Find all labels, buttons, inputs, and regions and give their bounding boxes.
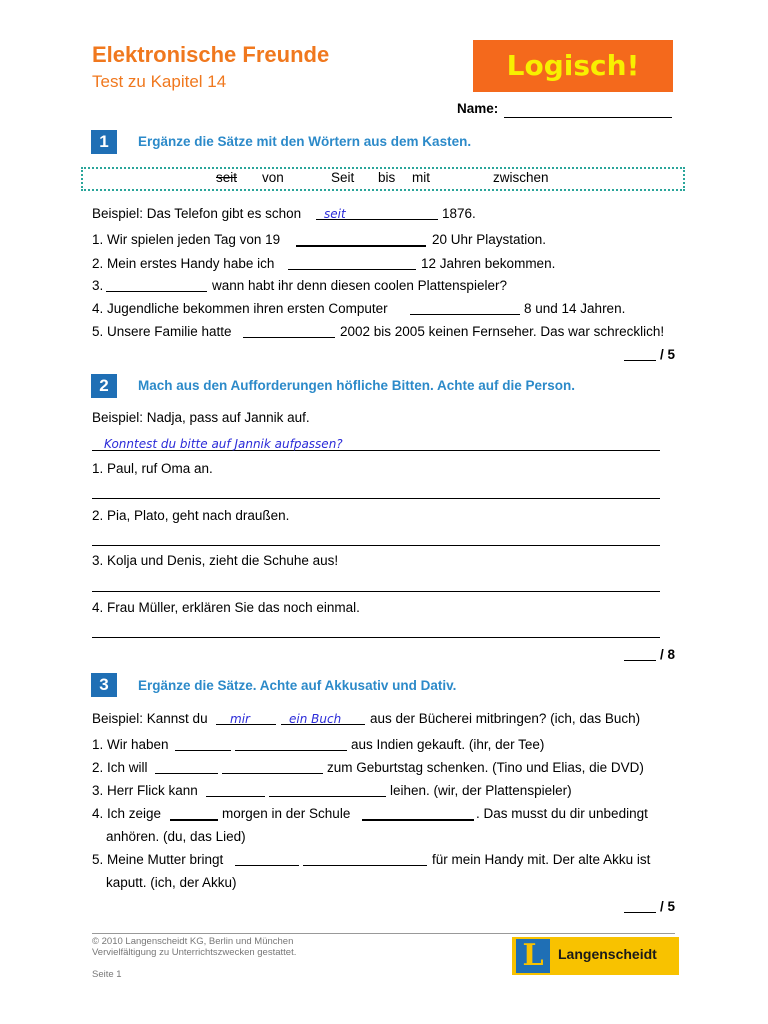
s2-example-answer: Konntest du bitte auf Jannik aufpassen? bbox=[104, 437, 343, 451]
s3-example-suffix: aus der Bücherei mitbringen? (ich, das Buch) bbox=[370, 711, 641, 726]
s2-item4: 4. Frau Müller, erklären Sie das noch einmal. bbox=[92, 600, 360, 615]
s1-item3-blank[interactable] bbox=[106, 291, 207, 292]
s2-item4-line[interactable] bbox=[92, 637, 660, 638]
s3-item4-blank1[interactable] bbox=[170, 819, 218, 821]
s1-item2-a: 2. Mein erstes Handy habe ich bbox=[92, 256, 275, 271]
footer-divider bbox=[92, 933, 675, 934]
s3-item3-a: 3. Herr Flick kann bbox=[92, 783, 198, 798]
s3-item1-blank1[interactable] bbox=[175, 750, 231, 751]
s1-item2-b: 12 Jahren bekommen. bbox=[421, 256, 556, 271]
s3-item1-b: aus Indien gekauft. (ihr, der Tee) bbox=[351, 737, 545, 752]
word-von: von bbox=[262, 170, 284, 185]
s3-example-prefix: Beispiel: Kannst du bbox=[92, 711, 208, 726]
s3-item4-c: . Das musst du dir unbedingt bbox=[476, 806, 648, 821]
logisch-logo bbox=[473, 40, 673, 92]
word-zwischen: zwischen bbox=[493, 170, 549, 185]
s3-score: / 5 bbox=[660, 899, 676, 914]
s3-item5-blank1[interactable] bbox=[235, 865, 299, 866]
example-1-answer: seit bbox=[324, 207, 346, 221]
s2-item1: 1. Paul, ruf Oma an. bbox=[92, 461, 213, 476]
example-1-suffix: 1876. bbox=[442, 206, 476, 221]
langenscheidt-logo bbox=[512, 937, 679, 975]
s2-item3: 3. Kolja und Denis, zieht die Schuhe aus! bbox=[92, 553, 339, 568]
publisher-name: Langenscheidt bbox=[558, 946, 657, 962]
page-title: Elektronische Freunde bbox=[92, 42, 330, 67]
s2-score: / 8 bbox=[660, 647, 676, 662]
name-label: Name: bbox=[457, 101, 499, 116]
s3-item5-b: für mein Handy mit. Der alte Akku ist bbox=[432, 852, 651, 867]
s3-item5-a: 5. Meine Mutter bringt bbox=[92, 852, 224, 867]
s1-item3-b: wann habt ihr denn diesen coolen Plattenspieler? bbox=[212, 278, 507, 293]
s1-item2-blank[interactable] bbox=[288, 269, 416, 270]
s2-item2: 2. Pia, Plato, geht nach draußen. bbox=[92, 508, 290, 523]
s2-score-blank[interactable] bbox=[624, 660, 656, 661]
footer-rights: Vervielfältigung zu Unterrichtszwecken gestattet. bbox=[92, 947, 297, 958]
section-number-2: 2 bbox=[91, 374, 117, 398]
s1-item5-blank[interactable] bbox=[243, 337, 335, 338]
word-seit-struck: seit bbox=[216, 170, 238, 185]
s3-example-answer2: ein Buch bbox=[289, 712, 342, 726]
s2-item1-line[interactable] bbox=[92, 498, 660, 499]
logo-text: Logisch! bbox=[506, 49, 640, 82]
section-number-1: 1 bbox=[91, 130, 117, 154]
example-1-prefix: Beispiel: Das Telefon gibt es schon bbox=[92, 206, 302, 221]
s3-item2-a: 2. Ich will bbox=[92, 760, 148, 775]
s3-item4-blank2[interactable] bbox=[362, 819, 474, 821]
s1-item5-a: 5. Unsere Familie hatte bbox=[92, 324, 232, 339]
s1-score: / 5 bbox=[660, 347, 676, 362]
s1-item1-blank[interactable] bbox=[296, 245, 426, 247]
section-title-3: Ergänze die Sätze. Achte auf Akkusativ und Dativ. bbox=[138, 678, 457, 693]
name-field[interactable] bbox=[504, 117, 672, 118]
s3-example-answer1: mir bbox=[230, 712, 250, 726]
s3-item4-d: anhören. (du, das Lied) bbox=[106, 829, 246, 844]
s1-score-blank[interactable] bbox=[624, 360, 656, 361]
s3-item1-a: 1. Wir haben bbox=[92, 737, 169, 752]
s3-item4-a: 4. Ich zeige bbox=[92, 806, 162, 821]
s3-item2-blank1[interactable] bbox=[155, 773, 218, 774]
s1-item5-b: 2002 bis 2005 keinen Fernseher. Das war schrecklich! bbox=[340, 324, 665, 339]
s3-item3-blank1[interactable] bbox=[206, 796, 265, 797]
s3-item3-b: leihen. (wir, der Plattenspieler) bbox=[390, 783, 572, 798]
s1-item1-b: 20 Uhr Playstation. bbox=[432, 232, 547, 247]
s1-item4-blank[interactable] bbox=[410, 314, 520, 315]
s3-item5-blank2[interactable] bbox=[303, 865, 427, 866]
s1-item4-a: 4. Jugendliche bekommen ihren ersten Computer bbox=[92, 301, 388, 316]
s3-item3-blank2[interactable] bbox=[269, 796, 386, 797]
s1-item1-a: 1. Wir spielen jeden Tag von 19 bbox=[92, 232, 281, 247]
s2-item2-line[interactable] bbox=[92, 545, 660, 546]
word-bis: bis bbox=[378, 170, 396, 185]
s3-item4-b: morgen in der Schule bbox=[222, 806, 351, 821]
s2-item3-line[interactable] bbox=[92, 591, 660, 592]
s3-item5-c: kaputt. (ich, der Akku) bbox=[106, 875, 237, 890]
footer-copyright: © 2010 Langenscheidt KG, Berlin und München bbox=[92, 936, 294, 947]
section-number-3: 3 bbox=[91, 673, 117, 697]
section-title-2: Mach aus den Aufforderungen höfliche Bitten. Achte auf die Person. bbox=[138, 378, 576, 393]
s3-item2-b: zum Geburtstag schenken. (Tino und Elias, die DVD) bbox=[327, 760, 644, 775]
s3-score-blank[interactable] bbox=[624, 912, 656, 913]
langenscheidt-l-mark: L bbox=[516, 939, 550, 973]
s3-item2-blank2[interactable] bbox=[222, 773, 323, 774]
word-mit: mit bbox=[412, 170, 430, 185]
page-subtitle: Test zu Kapitel 14 bbox=[92, 72, 227, 91]
word-Seit: Seit bbox=[331, 170, 355, 185]
s1-item4-b: 8 und 14 Jahren. bbox=[524, 301, 626, 316]
s1-item3-a: 3. bbox=[92, 278, 104, 293]
section-title-1: Ergänze die Sätze mit den Wörtern aus dem Kasten. bbox=[138, 134, 472, 149]
s2-example: Beispiel: Nadja, pass auf Jannik auf. bbox=[92, 410, 310, 425]
s3-item1-blank2[interactable] bbox=[235, 750, 347, 751]
footer-page: Seite 1 bbox=[92, 969, 122, 980]
